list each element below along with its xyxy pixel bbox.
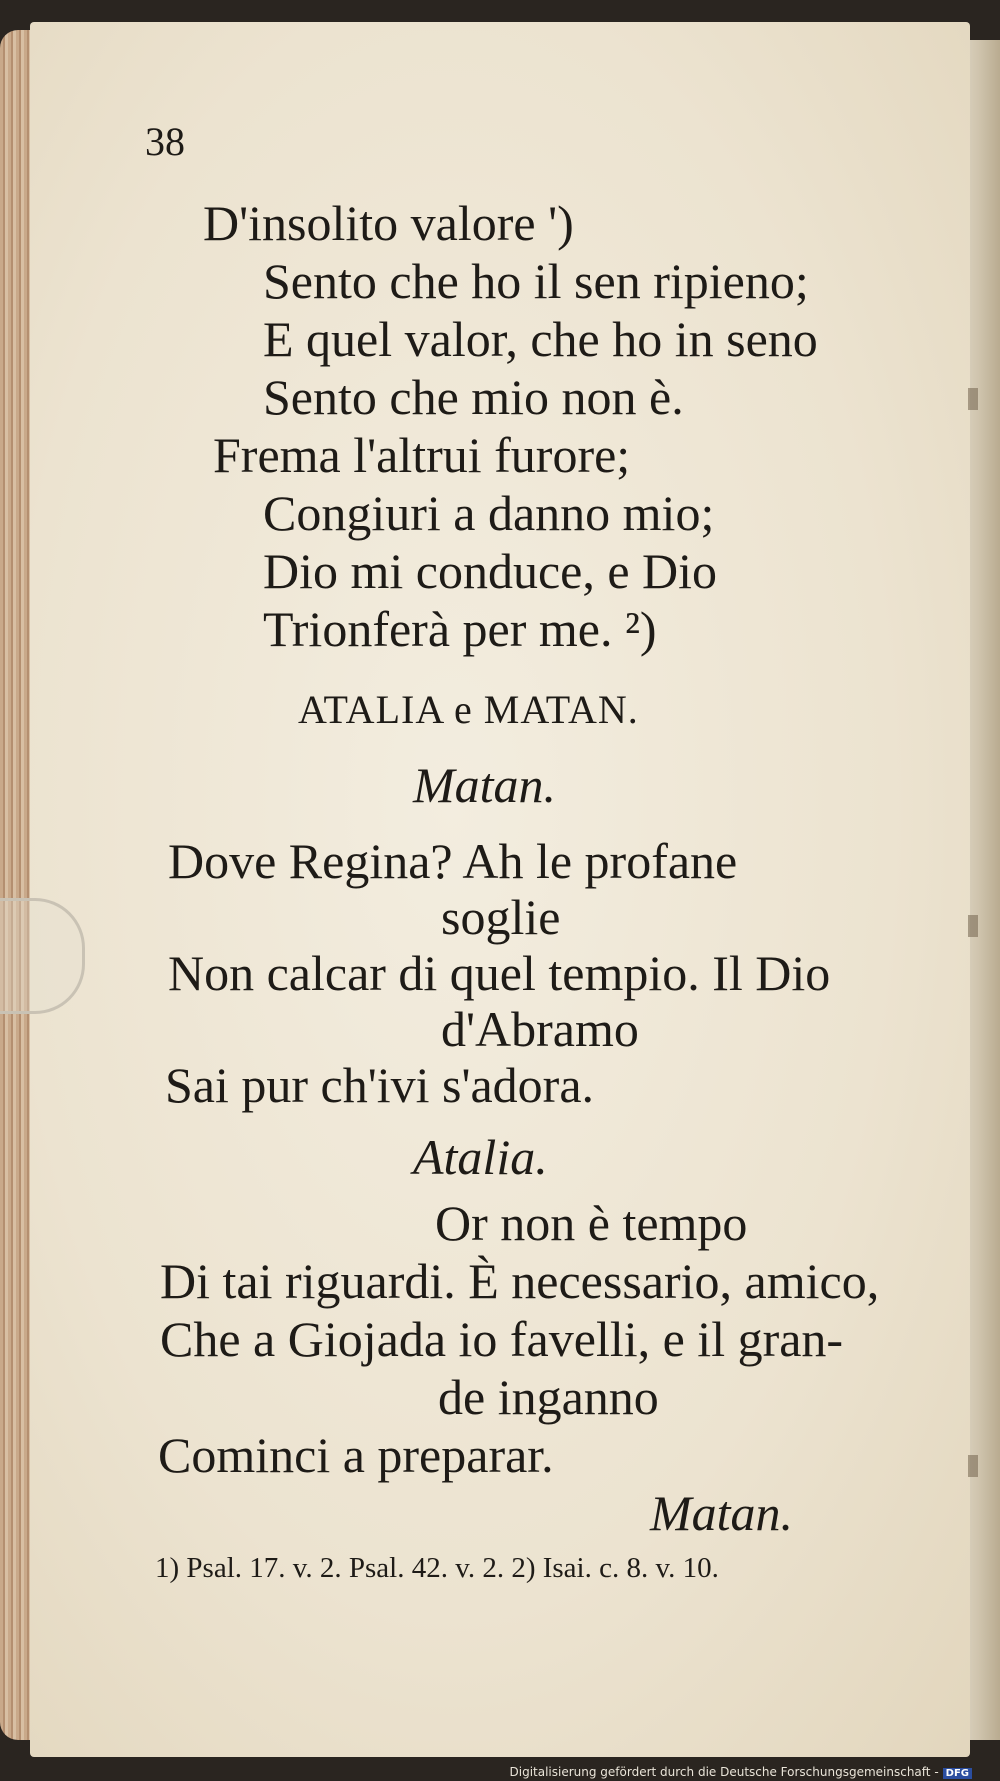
scene-heading: ATALIA e MATAN. (298, 687, 639, 732)
speaker-atalia: Atalia. (413, 1129, 548, 1185)
matan-line-3: Non calcar di quel tempio. Il Dio (168, 945, 831, 1001)
credit-text: Digitalisierung gefördert durch die Deutsche Forschungsgemeinschaft - (509, 1765, 939, 1779)
verse-line-2: Sento che ho il sen ripieno; (263, 253, 809, 309)
matan-line-5: Sai pur ch'ivi s'adora. (165, 1057, 595, 1113)
atalia-line-4: de inganno (438, 1369, 659, 1425)
digitization-credit (510, 1765, 973, 1779)
verse-line-7: Dio mi conduce, e Dio (263, 543, 718, 599)
bookmark-clip (0, 898, 85, 1014)
matan-line-1: Dove Regina? Ah le profane (168, 833, 738, 889)
atalia-line-1: Or non è tempo (435, 1195, 748, 1251)
book-page (30, 22, 970, 1757)
matan-line-4: d'Abramo (441, 1001, 639, 1057)
atalia-line-2: Di tai riguardi. È necessario, amico, (160, 1253, 880, 1309)
dfg-logo: DFG (943, 1768, 972, 1779)
atalia-line-5: Cominci a preparar. (158, 1427, 554, 1483)
verse-line-8: Trionferà per me. ²) (263, 601, 657, 657)
page-marker-2 (968, 915, 978, 937)
verse-line-5: Frema l'altrui furore; (213, 427, 631, 483)
page-edges-right (965, 40, 1000, 1740)
page-marker-3 (968, 1455, 978, 1477)
verse-line-3: E quel valor, che ho in seno (263, 311, 818, 367)
atalia-line-3: Che a Giojada io favelli, e il gran- (160, 1311, 844, 1367)
verse-line-4: Sento che mio non è. (263, 369, 684, 425)
matan-line-2: soglie (441, 889, 561, 945)
footnotes: 1) Psal. 17. v. 2. Psal. 42. v. 2. 2) Isai. c. 8. v. 10. (155, 1552, 719, 1584)
page-number: 38 (145, 119, 185, 164)
catchword: Matan. (650, 1485, 794, 1541)
verse-line-6: Congiuri a danno mio; (263, 485, 715, 541)
speaker-matan: Matan. (413, 757, 557, 813)
page-marker-1 (968, 388, 978, 410)
verse-line-1: D'insolito valore ') (203, 195, 574, 251)
